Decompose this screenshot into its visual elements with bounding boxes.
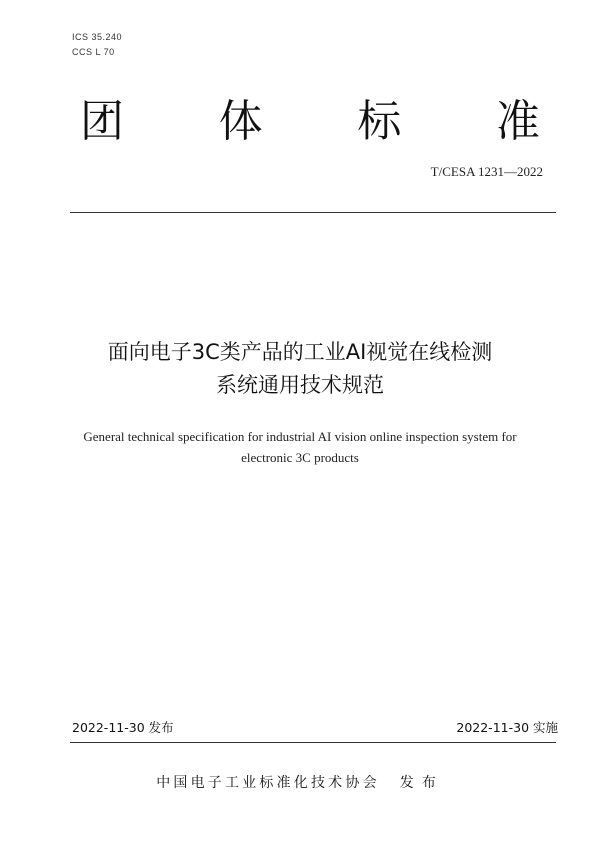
publisher-name: 中国电子工业标准化技术协会 — [156, 775, 380, 791]
document-title-english — [40, 426, 560, 468]
standard-type-title — [80, 92, 540, 152]
title-en-line: General technical specification for industrial AI vision online inspection system for — [83, 429, 517, 444]
classification-codes — [72, 30, 122, 60]
standard-number: T/CESA 1231—2022 — [430, 164, 543, 179]
title-char: 准 — [495, 96, 540, 147]
top-divider — [70, 212, 556, 213]
bottom-divider — [70, 742, 556, 743]
implementation-date: 2022-11-30 实施 — [456, 720, 558, 735]
publish-label: 发布 — [399, 775, 444, 791]
title-char: 体 — [218, 96, 263, 147]
publish-date: 2022-11-30 发布 — [72, 720, 174, 735]
title-en-line: electronic 3C products — [241, 450, 359, 465]
title-char: 团 — [80, 96, 124, 147]
publisher-line — [0, 772, 600, 792]
title-zh-line: 系统通用技术规范 — [216, 373, 384, 397]
ccs-code: CCS L 70 — [72, 47, 115, 57]
document-title-chinese — [40, 336, 560, 402]
ics-code: ICS 35.240 — [72, 32, 123, 42]
title-char: 标 — [357, 96, 402, 147]
title-zh-line: 面向电子3C类产品的工业AI视觉在线检测 — [107, 340, 493, 364]
